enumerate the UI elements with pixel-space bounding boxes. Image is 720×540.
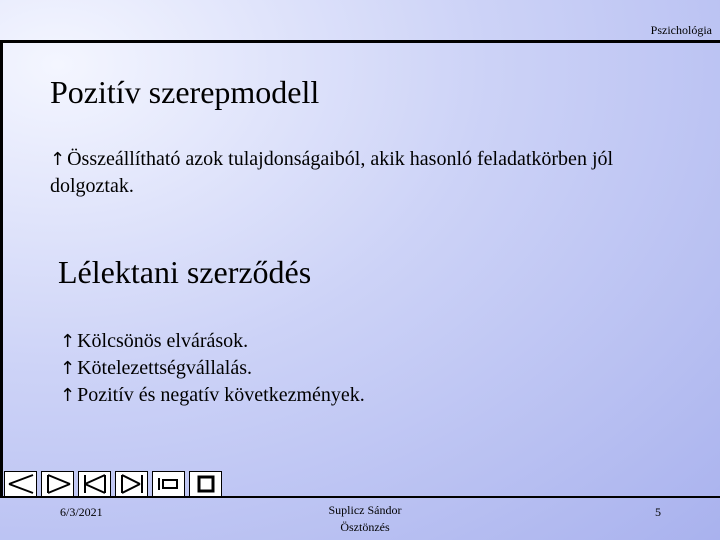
list-item: ↑ Pozitív és negatív következmények. bbox=[60, 384, 365, 406]
section1-bullet bbox=[50, 146, 690, 199]
navigation-bar bbox=[4, 471, 226, 497]
section2-list bbox=[60, 328, 365, 409]
stop-button[interactable] bbox=[189, 471, 222, 497]
previous-slide-button[interactable] bbox=[41, 471, 74, 497]
return-icon bbox=[155, 473, 183, 495]
left-border bbox=[0, 40, 3, 498]
footer-center bbox=[300, 502, 430, 536]
page-number: 5 bbox=[655, 505, 661, 519]
back-button[interactable] bbox=[78, 471, 111, 497]
bullet-icon: ↑ bbox=[50, 149, 66, 170]
back-icon bbox=[81, 473, 109, 495]
bullet-icon: ↑ bbox=[60, 385, 76, 406]
footer-author: Suplicz Sándor bbox=[328, 503, 402, 517]
bullet-icon: ↑ bbox=[60, 358, 76, 379]
section1-bullet-text: Összeállítható azok tulajdonságaiból, akik hasonló feladatkörben jól dolgoztak. bbox=[50, 148, 614, 197]
list-item: ↑ Kölcsönös elvárások. bbox=[60, 330, 249, 352]
first-slide-icon bbox=[7, 473, 35, 495]
section2-title: Lélektani szerződés bbox=[58, 254, 312, 290]
return-button[interactable] bbox=[152, 471, 185, 497]
list-item: ↑ Kötelezettségvállalás. bbox=[60, 357, 253, 379]
next-slide-button[interactable] bbox=[115, 471, 148, 497]
first-slide-button[interactable] bbox=[4, 471, 37, 497]
previous-slide-icon bbox=[44, 473, 72, 495]
footer-subject: Ösztönzés bbox=[340, 520, 390, 534]
bullet-icon: ↑ bbox=[60, 331, 76, 352]
next-slide-icon bbox=[118, 473, 146, 495]
footer-date: 6/3/2021 bbox=[60, 505, 103, 519]
stop-icon bbox=[192, 473, 220, 495]
top-divider bbox=[0, 40, 720, 43]
header-label: Pszichológia bbox=[650, 23, 712, 37]
section1-title: Pozitív szerepmodell bbox=[50, 74, 320, 110]
